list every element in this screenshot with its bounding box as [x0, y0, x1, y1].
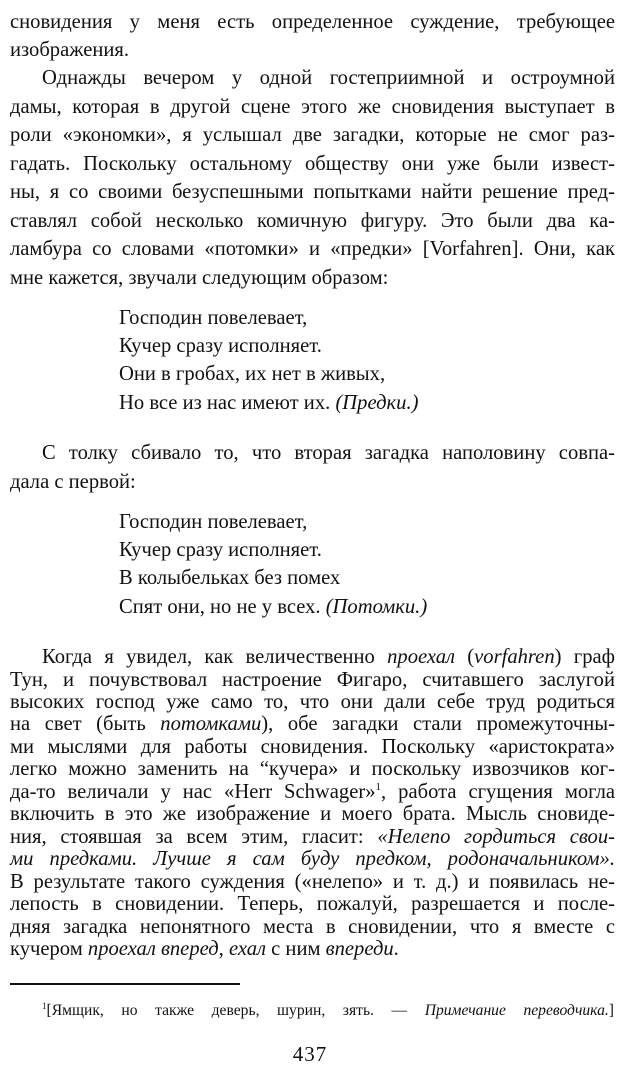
italic-run: ехал [228, 938, 266, 960]
text-line: высоких господ уже само то, что они дали себе труд родиться [10, 690, 615, 713]
text-line: легко можно заменить на “кучера» и поскольку извозчиков ког- [10, 758, 615, 781]
text-run: , работа сгущения могла [381, 780, 615, 803]
text-line: Тун, и почувствовал настроение Фигаро, считавшего заслугой [10, 668, 615, 691]
italic-run: проехал [387, 646, 456, 668]
italic-run: потомками [160, 713, 262, 736]
italic-run: проехал вперед [87, 938, 219, 960]
text-line: ставлял собой несколько комичную фигуру. Это были два ка- [10, 210, 615, 232]
verse-line [119, 389, 418, 417]
riddle-answer: (Потомки.) [325, 596, 428, 618]
italic-run: «Нелепо гордиться свои- [377, 825, 616, 848]
italic-run: vorfahren [474, 646, 555, 668]
text-run: да-то величали у нас «Herr Schwager» [10, 780, 376, 803]
text-run: на свет (быть [10, 713, 161, 736]
verse-text: Но все из нас имеют их. [119, 392, 331, 414]
text-run: ) граф [554, 646, 615, 668]
footnote [42, 1000, 614, 1022]
text-line: роли «экономки», я услышал две загадки, которые не смог раз- [10, 124, 615, 146]
verse-text: Спят они, но не у всех. [119, 596, 321, 618]
text-line: лепость в сновидении. Теперь, пожалуй, разрешается и после- [10, 893, 615, 916]
footnote-number: 1 [42, 1000, 47, 1011]
text-line: включить в это же изображение и моего брата. Мысль сновиде- [10, 803, 615, 826]
text-run: кучером [10, 938, 88, 960]
footnote-text: [Ямщик, но также деверь, шурин, зять. — [46, 1002, 425, 1019]
text-line: дняя загадка непонятного места в сновидении, что я вместе с [10, 915, 615, 938]
footnote-italic: Примечание переводчика. [424, 1002, 609, 1019]
text-run: ( [455, 646, 475, 668]
text-run: с ним [265, 938, 326, 960]
italic-run: ми предками. Лучше я сам буду предком, родоначальником». [10, 848, 615, 871]
footnote-divider [10, 983, 240, 985]
text-line: изображения. [10, 39, 130, 61]
text-line: сновидения у меня есть определенное суждение, требующее [10, 11, 615, 33]
text-line: ламбура со словами «потомки» и «предки» [Vorfahren]. Они, как [10, 238, 615, 260]
footnote-ref: 1 [375, 780, 382, 793]
text-run: ), обе загадки стали промежуточны- [261, 713, 615, 736]
footnote-text: ] [608, 1002, 614, 1019]
italic-run: впереди [325, 938, 394, 960]
text-line: ми мыслями для работы сновидения. Поскольку «аристократа» [10, 735, 615, 758]
text-line: дала с первой: [10, 471, 136, 493]
text-line [10, 935, 615, 963]
text-line: дамы, которая в другой сцене этого же сновидения выступает в [10, 96, 615, 118]
text-run: ния, стоявшая за всем этим, гласит: [10, 825, 378, 848]
text-run: , [218, 938, 229, 960]
riddle-answer: (Предки.) [335, 392, 419, 414]
text-line: В результате такого суждения («нелепо» и т. д.) и появилась не- [10, 870, 615, 893]
verse-line [119, 593, 427, 621]
page-number: 437 [292, 1042, 328, 1066]
text-line: гадать. Поскольку остальному обществу они уже были извест- [10, 153, 615, 175]
verse-line: Господин повелевает, [119, 307, 308, 329]
verse-line: Кучер сразу исполняет. [119, 335, 322, 357]
verse-line: Они в гробах, их нет в живых, [119, 363, 386, 385]
text-run: . [393, 938, 399, 960]
text-line: ны, я со своими безуспешными попытками найти решение пред- [10, 181, 615, 203]
text-line: мне кажется, звучали следующим образом: [10, 267, 389, 289]
text-run: Когда я увидел, как величественно [42, 646, 388, 668]
text-line: Однажды вечером у одной гостеприимной и остроумной [42, 67, 615, 89]
verse-line: В колыбельках без помех [119, 567, 341, 589]
text-line: С толку сбивало то, что вторая загадка наполовину совпа- [42, 442, 615, 464]
verse-line: Господин повелевает, [119, 511, 308, 533]
verse-line: Кучер сразу исполняет. [119, 539, 322, 561]
